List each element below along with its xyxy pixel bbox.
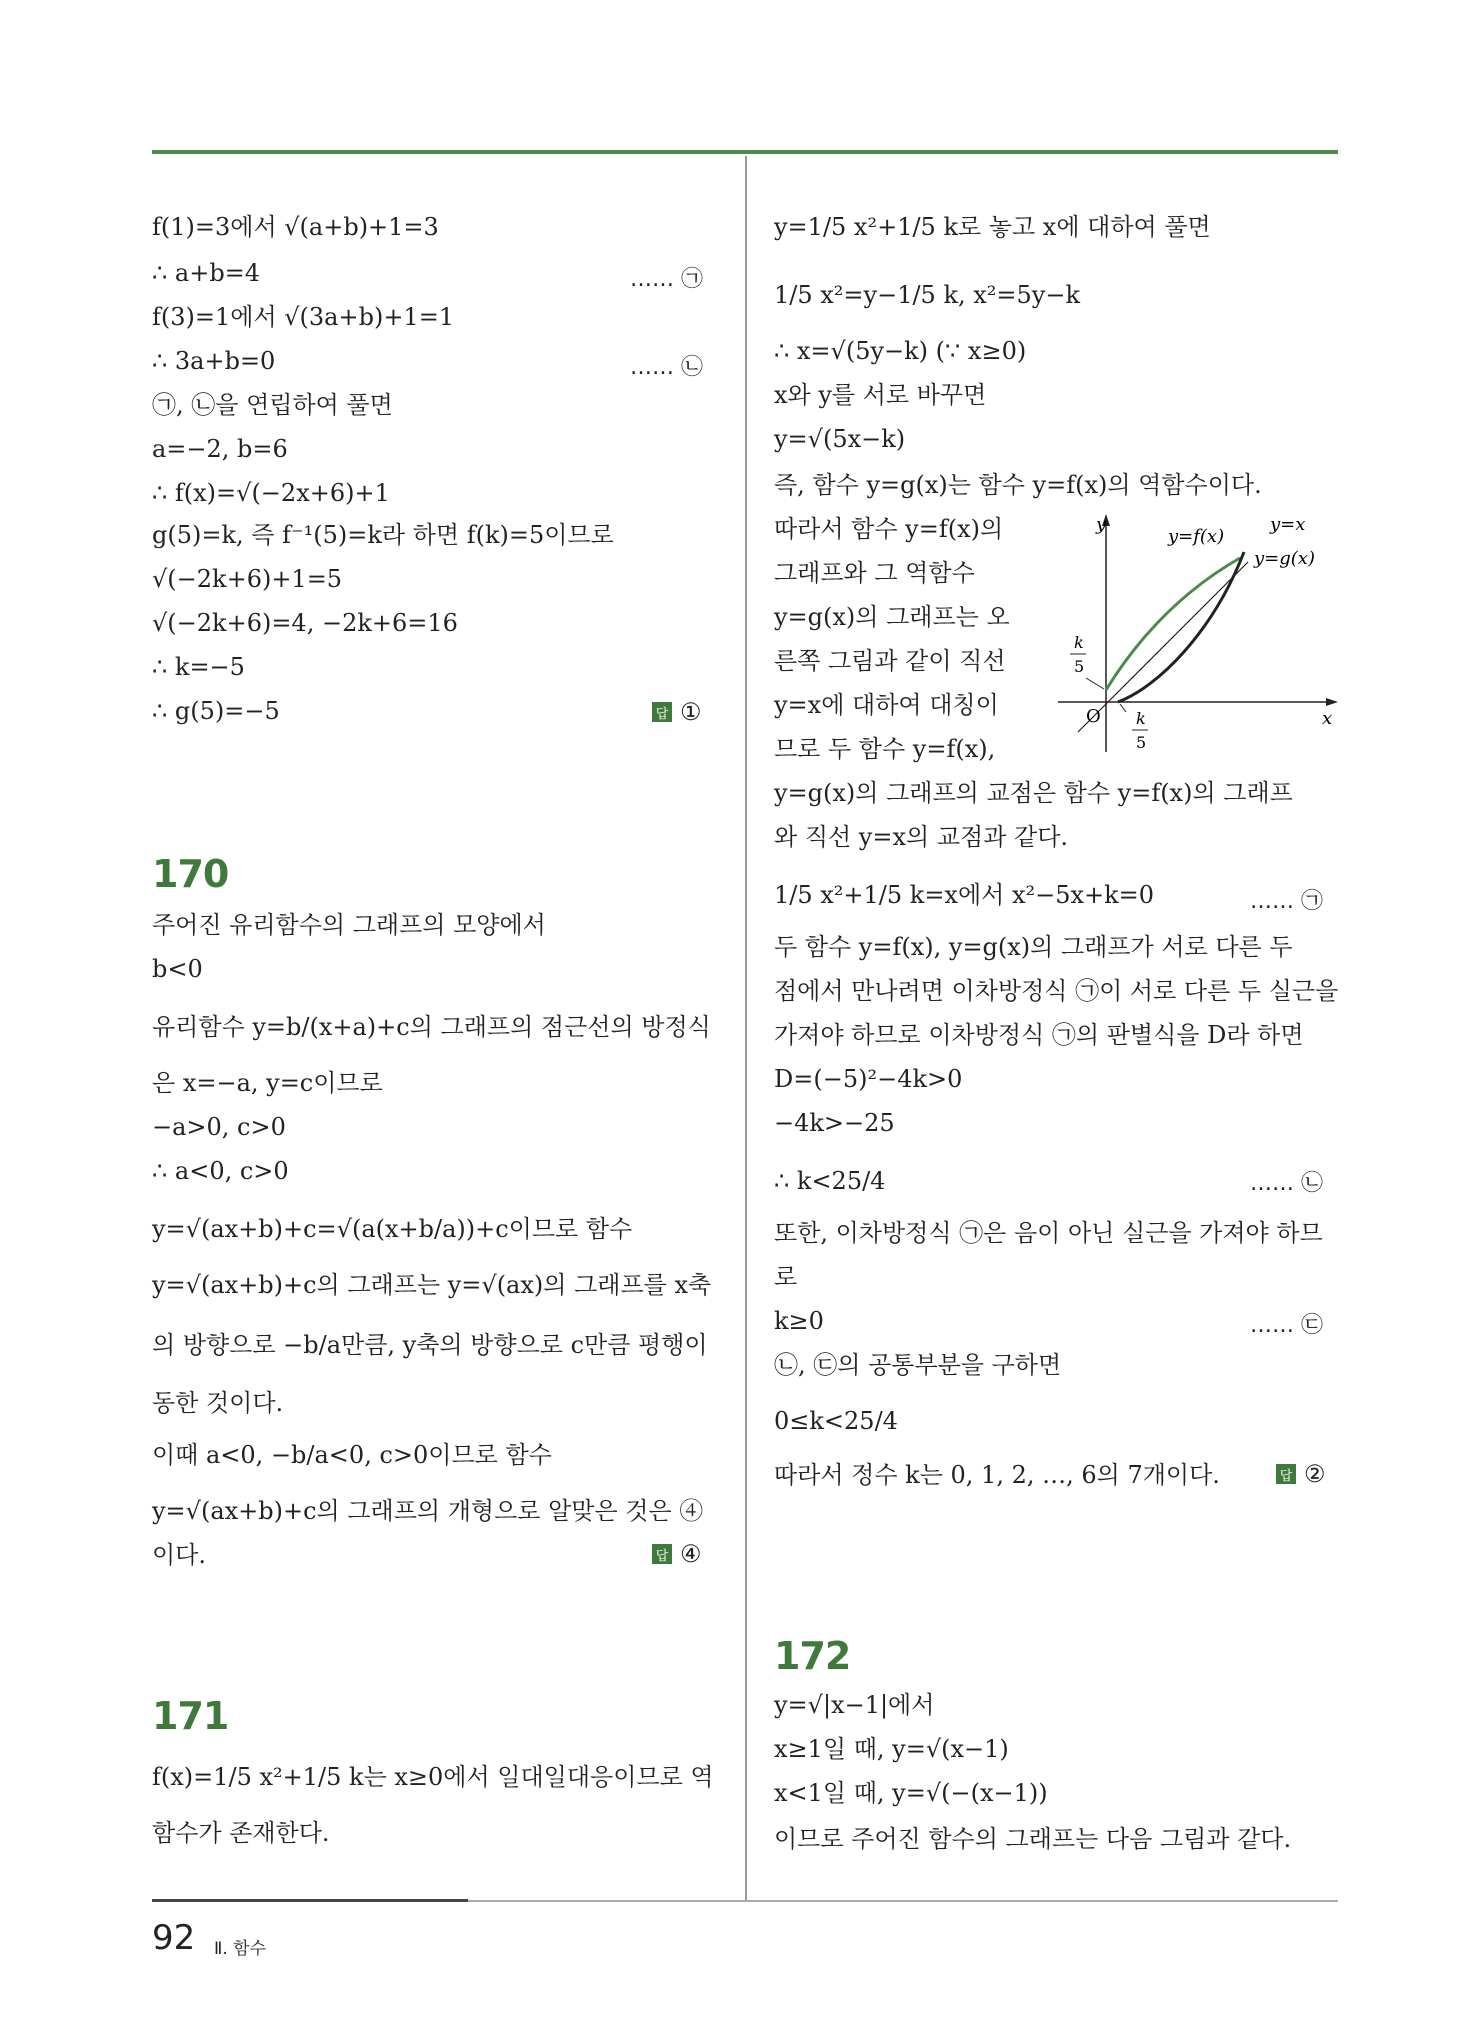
graph-g: [1118, 552, 1244, 702]
text-line: ∴ x=√(5y−k) (∵ x≥0): [774, 337, 1027, 365]
text-line: y=√(ax+b)+c의 그래프는 y=√(ax)의 그래프를 x축: [152, 1271, 712, 1299]
answer-169: [652, 698, 702, 726]
equation-tag: …… ㉠: [630, 267, 703, 292]
k5-bottom-numerator: k: [1136, 709, 1146, 728]
text-line: 따라서 함수 y=f(x)의: [774, 515, 1004, 543]
column-divider: [745, 156, 747, 1900]
problem-number-171: 171: [152, 1694, 229, 1738]
text-line: ∴ a+b=4: [152, 259, 261, 287]
text-line: −4k>−25: [774, 1109, 895, 1137]
inverse-function-graph: [1058, 512, 1340, 762]
text-line: 또한, 이차방정식 ㉠은 음이 아닌 실근을 가져야 하므: [774, 1219, 1323, 1247]
text-line: ∴ g(5)=−5: [152, 697, 280, 725]
text-line: D=(−5)²−4k>0: [774, 1065, 963, 1093]
equation-tag: …… ㉡: [1250, 1171, 1323, 1196]
yx-label: y=x: [1270, 514, 1306, 535]
answer-170: [652, 1540, 702, 1568]
text-line: 0≤k<25/4: [774, 1407, 898, 1435]
equation-tag: …… ㉠: [1250, 889, 1323, 914]
text-line: ∴ k=−5: [152, 653, 245, 681]
text-line: y=g(x)의 그래프는 오: [774, 603, 1010, 631]
text-line: 가져야 하므로 이차방정식 ㉠의 판별식을 D라 하면: [774, 1021, 1304, 1049]
text-line: √(−2k+6)=4, −2k+6=16: [152, 609, 458, 637]
g-label: y=g(x): [1254, 548, 1315, 569]
text-line: 점에서 만나려면 이차방정식 ㉠이 서로 다른 두 실근을: [774, 977, 1339, 1005]
text-line: y=x에 대하여 대칭이: [774, 691, 999, 719]
text-line: 주어진 유리함수의 그래프의 모양에서: [152, 911, 546, 939]
text-line: 이므로 주어진 함수의 그래프는 다음 그림과 같다.: [774, 1825, 1292, 1853]
text-line: 즉, 함수 y=g(x)는 함수 y=f(x)의 역함수이다.: [774, 471, 1262, 499]
k5-bottom-denominator: 5: [1136, 733, 1147, 752]
text-line: −a>0, c>0: [152, 1113, 286, 1141]
text-line: 유리함수 y=b/(x+a)+c의 그래프의 점근선의 방정식: [152, 1013, 711, 1041]
text-line: x와 y를 서로 바꾸면: [774, 381, 987, 409]
top-rule: [152, 150, 1338, 154]
text-line: f(3)=1에서 √(3a+b)+1=1: [152, 303, 455, 331]
text-line: 와 직선 y=x의 교점과 같다.: [774, 823, 1069, 851]
text-line: y=1/5 x²+1/5 k로 놓고 x에 대하여 풀면: [774, 213, 1211, 241]
text-line: y=√(5x−k): [774, 425, 906, 453]
text-line: f(1)=3에서 √(a+b)+1=3: [152, 213, 439, 241]
equation-tag: …… ㉢: [1250, 1313, 1323, 1338]
text-line: √(−2k+6)+1=5: [152, 565, 343, 593]
answer-value: ②: [1304, 1460, 1326, 1488]
text-line: 로: [774, 1263, 798, 1291]
answer-value: ①: [680, 698, 702, 726]
text-line: 1/5 x²+1/5 k=x에서 x²−5x+k=0: [774, 881, 1155, 909]
problem-number-170: 170: [152, 852, 229, 896]
text-line: g(5)=k, 즉 f⁻¹(5)=k라 하면 f(k)=5이므로: [152, 521, 614, 549]
text-line: 함수가 존재한다.: [152, 1819, 330, 1847]
text-line: 른쪽 그림과 같이 직선: [774, 647, 1006, 675]
answer-171: [1276, 1460, 1326, 1488]
text-line: 1/5 x²=y−1/5 k, x²=5y−k: [774, 281, 1080, 309]
text-line: 의 방향으로 −b/a만큼, y축의 방향으로 c만큼 평행이: [152, 1331, 708, 1359]
text-line: ∴ a<0, c>0: [152, 1157, 289, 1185]
answer-marker-icon: 답: [652, 702, 672, 722]
answer-value: ④: [680, 1540, 702, 1568]
text-line: ∴ 3a+b=0: [152, 347, 276, 375]
text-line: 동한 것이다.: [152, 1389, 284, 1417]
equation-tag: …… ㉡: [630, 355, 703, 380]
text-line: y=√|x−1|에서: [774, 1691, 935, 1719]
text-line: 두 함수 y=f(x), y=g(x)의 그래프가 서로 다른 두: [774, 933, 1293, 961]
origin-label: O: [1086, 706, 1101, 727]
line-y-equals-x: [1078, 562, 1248, 732]
text-line: 은 x=−a, y=c이므로: [152, 1069, 383, 1097]
text-line: b<0: [152, 955, 203, 983]
text-line: ∴ f(x)=√(−2x+6)+1: [152, 479, 390, 507]
text-line: 이다.: [152, 1541, 206, 1569]
text-line: x≥1일 때, y=√(x−1): [774, 1735, 1009, 1763]
answer-marker-icon: 답: [1276, 1464, 1296, 1484]
k5-left-denominator: 5: [1074, 657, 1085, 676]
text-line: ㉡, ㉢의 공통부분을 구하면: [774, 1351, 1062, 1379]
text-line: ∴ k<25/4: [774, 1167, 886, 1195]
text-line: f(x)=1/5 x²+1/5 k는 x≥0에서 일대일대응이므로 역: [152, 1763, 714, 1791]
y-axis-label: y: [1096, 514, 1107, 535]
text-line: 이때 a<0, −b/a<0, c>0이므로 함수: [152, 1441, 552, 1469]
x-axis-arrow-icon: [1326, 698, 1338, 706]
f-label: y=f(x): [1168, 526, 1225, 547]
text-line: 므로 두 함수 y=f(x),: [774, 735, 996, 763]
text-line: y=√(ax+b)+c의 그래프의 개형으로 알맞은 것은 ④: [152, 1497, 704, 1525]
problem-number-172: 172: [774, 1634, 851, 1678]
k5-left-numerator: k: [1074, 633, 1084, 652]
text-line: y=g(x)의 그래프의 교점은 함수 y=f(x)의 그래프: [774, 779, 1293, 807]
text-line: y=√(ax+b)+c=√(a(x+b/a))+c이므로 함수: [152, 1215, 633, 1243]
text-line: x<1일 때, y=√(−(x−1)): [774, 1779, 1048, 1807]
text-line: ㉠, ㉡을 연립하여 풀면: [152, 391, 393, 419]
page-number: 92: [152, 1918, 196, 1958]
section-label: Ⅱ. 함수: [214, 1939, 267, 1959]
graph-f: [1106, 558, 1240, 690]
answer-marker-icon: 답: [652, 1544, 672, 1564]
x-axis-label: x: [1322, 708, 1333, 729]
text-line: 따라서 정수 k는 0, 1, 2, …, 6의 7개이다.: [774, 1461, 1220, 1489]
text-line: a=−2, b=6: [152, 435, 288, 463]
bottom-rule-accent: [152, 1899, 468, 1902]
text-line: 그래프와 그 역함수: [774, 559, 975, 587]
text-line: k≥0: [774, 1307, 824, 1335]
